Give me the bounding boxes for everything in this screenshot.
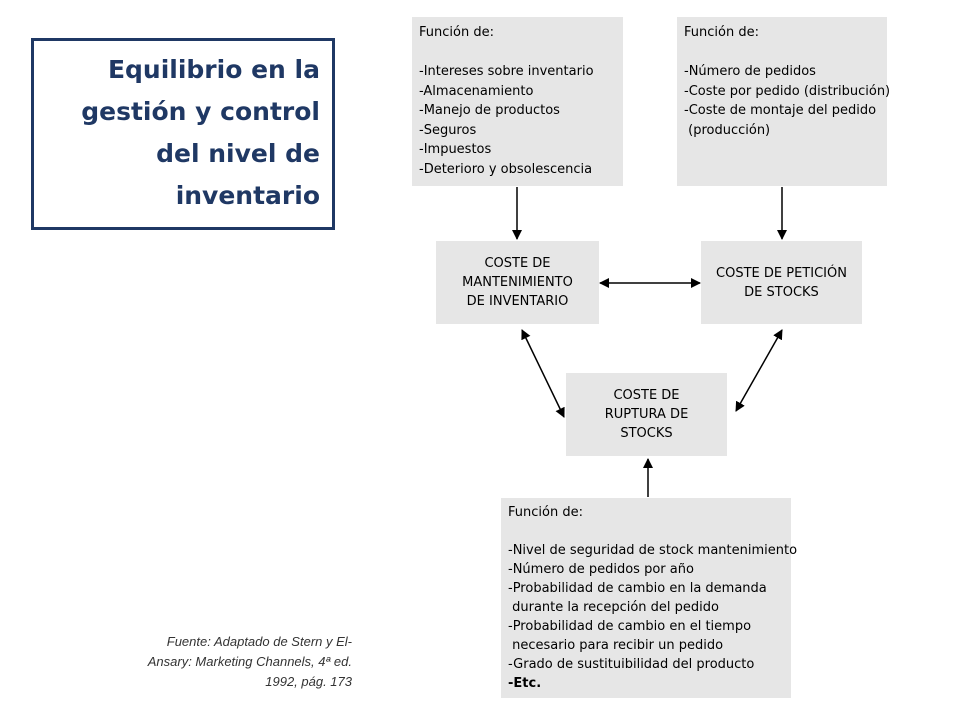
factor-item: -Probabilidad de cambio en el tiempo	[508, 619, 752, 634]
factor-item: -Probabilidad de cambio en la demanda	[508, 581, 767, 596]
factor-item: -Etc.	[508, 676, 542, 691]
node-line: STOCKS	[620, 426, 673, 441]
node-line: COSTE DE PETICIÓN	[716, 265, 847, 281]
factors-heading: Función de:	[419, 25, 494, 40]
factor-item: (producción)	[684, 122, 771, 138]
source-line: 1992, pág. 173	[265, 674, 352, 689]
factors-heading: Función de:	[508, 505, 583, 520]
factor-item: -Intereses sobre inventario	[419, 64, 594, 79]
factor-item: -Número de pedidos por año	[508, 562, 694, 577]
factor-item: durante la recepción del pedido	[508, 600, 719, 615]
factor-item: -Coste de montaje del pedido	[684, 103, 877, 118]
node-line: MANTENIMIENTO	[462, 275, 573, 290]
factors-heading: Función de:	[684, 25, 759, 40]
node-line: DE INVENTARIO	[466, 294, 569, 309]
factor-item: -Grado de sustituibilidad del producto	[508, 657, 755, 672]
factor-item: -Manejo de productos	[419, 103, 560, 118]
factor-item: -Seguros	[419, 122, 477, 138]
source-note	[80, 632, 352, 692]
factor-item: -Nivel de seguridad de stock mantenimiento	[508, 543, 798, 558]
node-line: COSTE DE	[484, 256, 551, 271]
factor-item: -Número de pedidos	[684, 64, 816, 79]
arrow-ordering-stockout-bidirectional	[736, 330, 782, 411]
factor-item: -Deterioro y obsolescencia	[419, 161, 593, 177]
title-line: Equilibrio en la	[107, 55, 320, 84]
factor-item: -Impuestos	[419, 142, 492, 157]
title-line: inventario	[175, 181, 320, 210]
node-line: COSTE DE	[613, 388, 680, 403]
source-line: Fuente: Adaptado de Stern y El-	[166, 634, 352, 649]
title-line: gestión y control	[81, 97, 320, 126]
node-line: DE STOCKS	[744, 284, 819, 300]
factor-item: -Almacenamiento	[419, 83, 534, 99]
source-line: Ansary: Marketing Channels, 4ª ed.	[147, 654, 352, 669]
node-line: RUPTURA DE	[604, 407, 689, 422]
factor-item: -Coste por pedido (distribución)	[684, 83, 891, 99]
title-line: del nivel de	[156, 139, 320, 168]
factor-item: necesario para recibir un pedido	[508, 638, 724, 653]
arrow-holding-stockout-bidirectional	[522, 330, 564, 417]
